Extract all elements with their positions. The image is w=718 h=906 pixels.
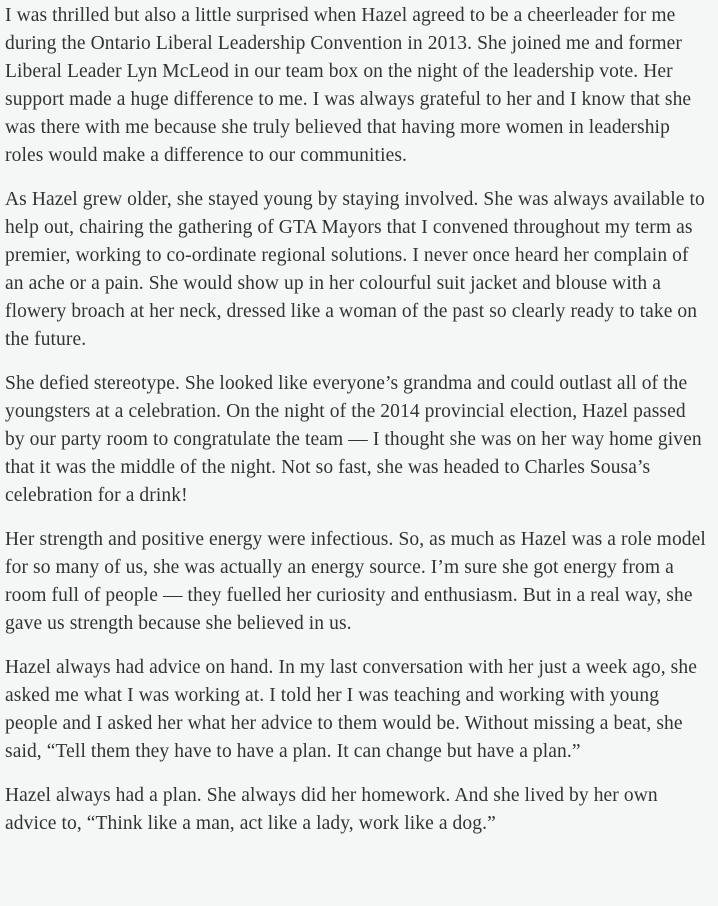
paragraph-energy-source: Her strength and positive energy were infectious. So, as much as Hazel was a role model for so many of us, she was actually an energy source. I’m sure she got energy from a room full of people — they fuelled her curiosity and enthusiasm. But in a real way, she gave us strength because she believed in us. <box>5 529 706 634</box>
paragraph-had-a-plan: Hazel always had a plan. She always did her homework. And she lived by her own advice to, “Think like a man, act like a lady, work like a dog.” <box>5 785 658 834</box>
paragraph-cheerleader-convention: I was thrilled but also a little surprised when Hazel agreed to be a cheerleader for me during the Ontario Liberal Leadership Convention in 2013. She joined me and former Liberal Leader Lyn McLeod in our team box on the night of the leadership vote. Her support made a huge difference to me. I was always grateful to her and I know that she was there with me because she truly believed that having more women in leadership roles would make a difference to our communities. <box>5 5 692 166</box>
paragraph-defied-stereotype: She defied stereotype. She looked like everyone’s grandma and could outlast all of the youngsters at a celebration. On the night of the 2014 provincial election, Hazel passed by our party room to congratulate the team — I thought she was on her way home given that it was the middle of the night. Not so fast, she was headed to Charles Sousa’s celebration for a drink! <box>5 373 702 506</box>
paragraph-advice-on-hand: Hazel always had advice on hand. In my last conversation with her just a week ago, she asked me what I was working at. I told her I was teaching and working with young people and I asked her what her advice to them would be. Without missing a beat, she said, “Tell them they have to have a plan. It can change but have a plan.” <box>5 657 697 762</box>
paragraph-stayed-young: As Hazel grew older, she stayed young by staying involved. She was always available to help out, chairing the gathering of GTA Mayors that I convened throughout my term as premier, working to co-ordinate regional solutions. I never once heard her complain of an ache or a pain. She would show up in her colourful suit jacket and blouse with a flowery broach at her neck, dressed like a woman of the past so clearly ready to take on the future. <box>5 189 705 350</box>
